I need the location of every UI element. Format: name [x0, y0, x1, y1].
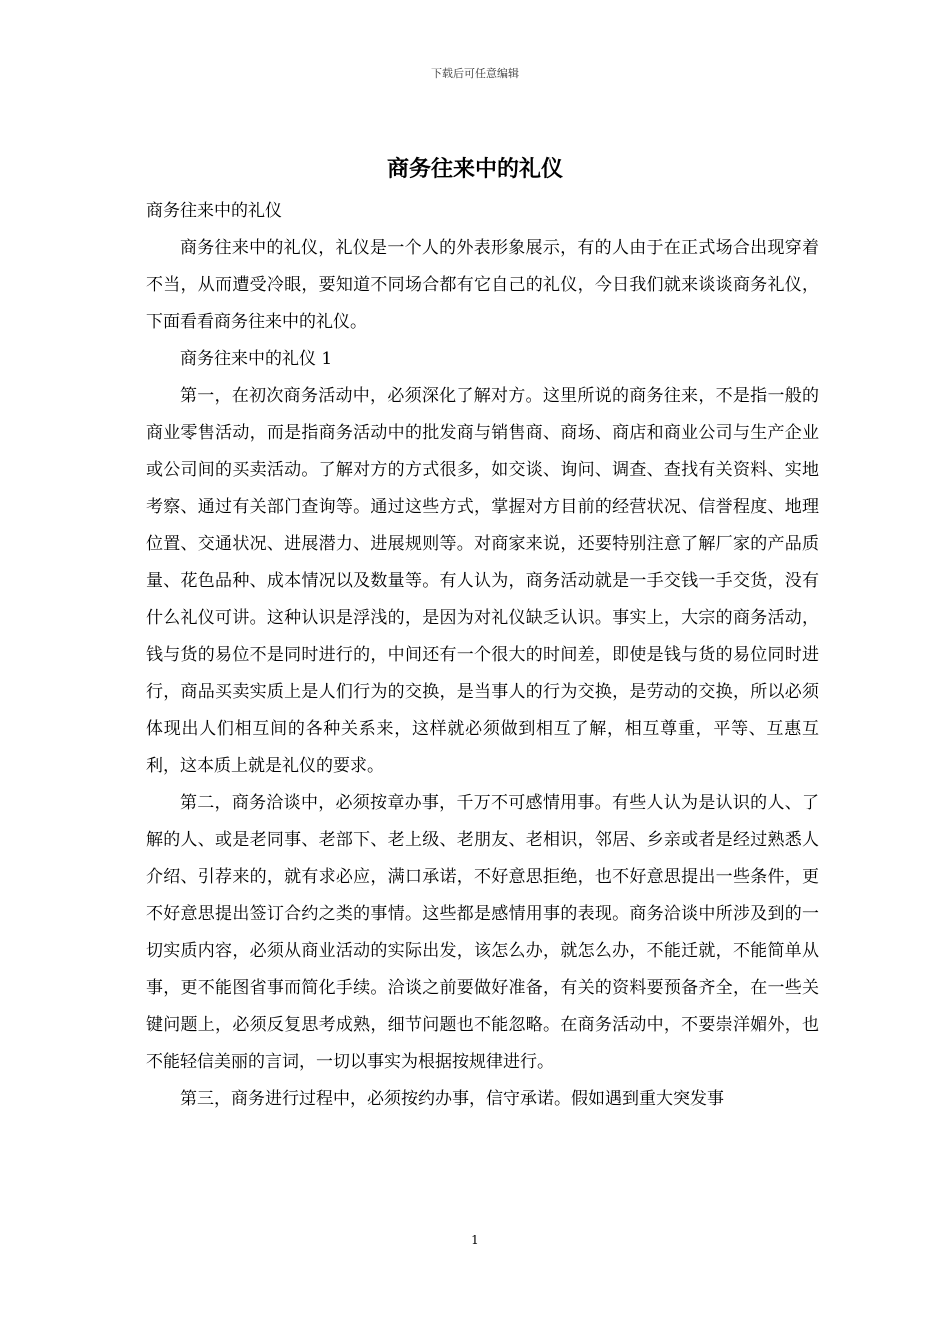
paragraph-second-point: 第二，商务洽谈中，必须按章办事，千万不可感情用事。有些人认为是认识的人、了解的人、或是老同事、老部下、老上级、老朋友、老相识，邻居、乡亲或者是经过熟悉人介绍、引荐来的，就有求必应，满口承诺，不好意思拒绝，也不好意思提出一些条件，更不好意思提出签订合约之类的事情。这些都是感情用事的表现。商务洽谈中所涉及到的一切实质内容，必须从商业活动的实际出发，该怎么办，就怎么办，不能迁就，不能简单从事，更不能图省事而简化手续。洽谈之前要做好准备，有关的资料要预备齐全，在一些关键问题上，必须反复思考成熟，细节问题也不能忽略。在商务活动中，不要崇洋媚外，也不能轻信美丽的言词，一切以事实为根据按规律进行。 — [146, 793, 819, 1072]
page-number: 1 — [471, 1233, 479, 1247]
intro-paragraph: 商务往来中的礼仪，礼仪是一个人的外表形象展示，有的人由于在正式场合出现穿着不当，从而遭受冷眼，要知道不同场合都有它自己的礼仪，今日我们就来谈谈商务礼仪，下面看看商务往来中的礼仪。 — [146, 238, 819, 332]
paragraph-third-point: 第三，商务进行过程中，必须按约办事，信守承诺。假如遇到重大突发事 — [180, 1089, 724, 1109]
paragraph-first-point: 第一，在初次商务活动中，必须深化了解对方。这里所说的商务往来，不是指一般的商业零售活动，而是指商务活动中的批发商与销售商、商场、商店和商业公司与生产企业或公司间的买卖活动。了解对方的方式很多，如交谈、询问、调查、查找有关资料、实地考察、通过有关部门查询等。通过这些方式，掌握对方目前的经营状况、信誉程度、地理位置、交通状况、进展潜力、进展规则等。对商家来说，还要特别注意了解厂家的产品质量、花色品种、成本情况以及数量等。有人认为，商务活动就是一手交钱一手交货，没有什么礼仪可讲。这种认识是浮浅的，是因为对礼仪缺乏认识。事实上，大宗的商务活动，钱与货的易位不是同时进行的，中间还有一个很大的时间差，即使是钱与货的易位同时进行，商品买卖实质上是人们行为的交换，是当事人的行为交换，是劳动的交换，所以必须体现出人们相互间的各种关系来，这样就必须做到相互了解，相互尊重，平等、互惠互利，这本质上就是礼仪的要求。 — [146, 386, 819, 776]
header-note: 下载后可任意编辑 — [431, 67, 519, 80]
section-heading: 商务往来中的礼仪 1 — [180, 349, 333, 369]
document-body — [146, 193, 819, 1118]
document-title: 商务往来中的礼仪 — [386, 156, 563, 182]
document-subtitle: 商务往来中的礼仪 — [146, 201, 282, 221]
